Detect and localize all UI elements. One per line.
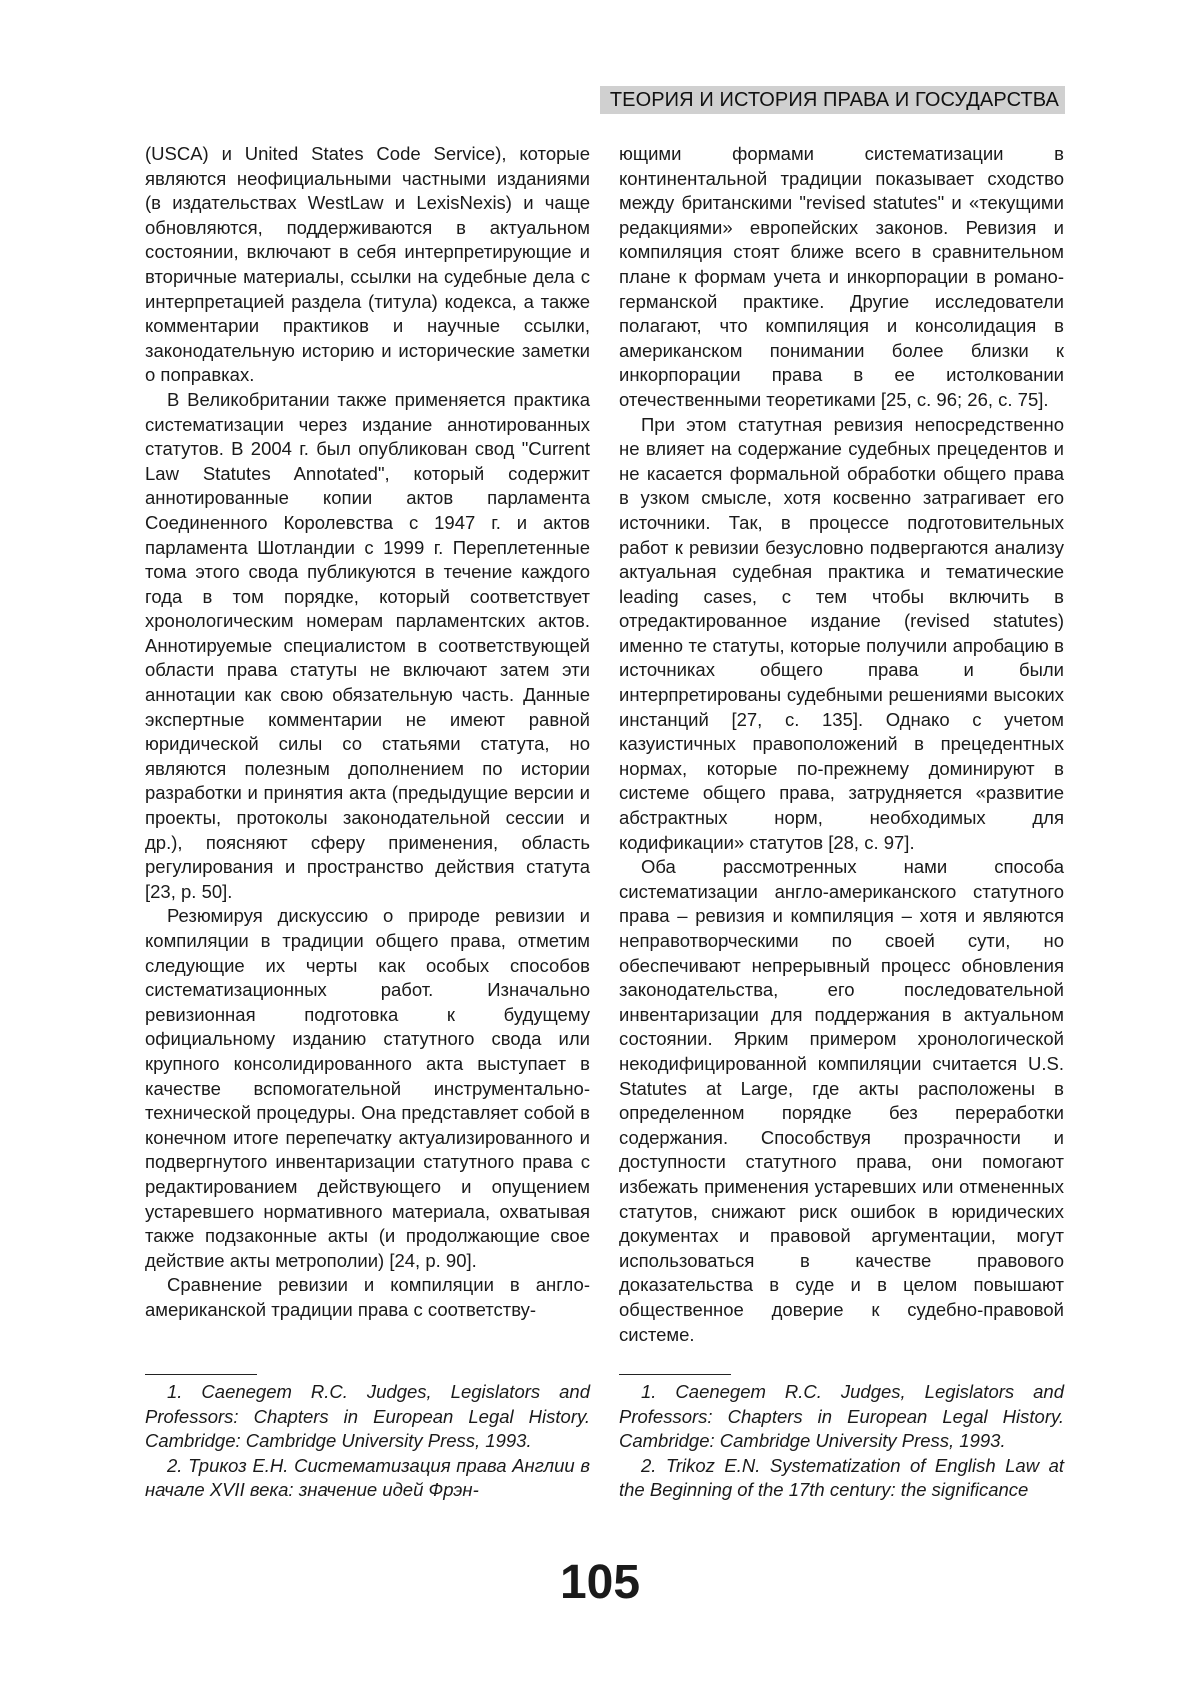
paragraph: В Великобритании также применяется практика систематизации через издание аннотированных статутов. В 2004 г. был опубликован свод "Current Law Statutes Annotated", который содержит аннотированные копии актов парламента Соединенного Королевства с 1947 г. и актов парламента Шотландии с 1999 г. Переплетенные тома этого свода публикуются в течение каждого года в том порядке, который соответствует хронологическим номерам парламентских актов. Аннотируемые специалистом в соответствующей области права статуты не включают затем эти аннотации как свою обязательную часть. Данные экспертные комментарии не имеют равной юридической силы со статьями статута, но являются полезным дополнением по истории разработки и принятия акта (предыдущие версии и проекты, протоколы законодательной сессии и др.), поясняют сферу применения, область регулирования и пространство действия статута [23, p. 50]. [145, 388, 590, 902]
footnote-divider [145, 1374, 257, 1375]
footnote: 1. Caenegem R.C. Judges, Legislators and Professors: Chapters in European Legal History. Cambridge: Cambridge University Press, 1993. [619, 1381, 1064, 1452]
paragraph: При этом статутная ревизия непосредственно не влияет на содержание судебных прецедентов и не касается формальной обработки общего права в узком смысле, хотя косвенно затрагивает его источники. Так, в процессе подготовительных работ к ревизии безусловно подвергаются анализу актуальная судебная практика и тематические leading cases, с тем чтобы включить в отредактированное издание (revised statutes) именно те статуты, которые получили апробацию в источниках общего права и были интерпретированы судебными решениями высоких инстанций [27, с. 135]. Однако с учетом казуистичных правоположений в прецедентных нормах, которые по-прежнему доминируют в системе общего права, затрудняется «развитие абстрактных норм, необходимых для кодификации» статутов [28, с. 97]. [619, 413, 1064, 853]
footnote: 2. Трикоз Е.Н. Систематизация права Англии в начале XVII века: значение идей Фрэн- [145, 1454, 590, 1501]
footnotes-russian [145, 1380, 590, 1503]
page-number: 105 [559, 1556, 641, 1609]
footnote: 2. Trikoz E.N. Systematization of English Law at the Beginning of the 17th century: the significance [619, 1454, 1064, 1501]
paragraph: Оба рассмотренных нами способа систематизации англо-американского статутного права – ревизия и компиляция – хотя и являются неправотворческими по своей сути, но обеспечивают непрерывный процесс обновления законодательства, его последовательной инвентаризации для поддержания в актуальном состоянии. Ярким примером хронологической некодифицированной компиляции считается U.S. Statutes at Large, где акты расположены в определенном порядке без переработки содержания. Способствуя прозрачности и доступности статутного права, они помогают избежать применения устаревших или отмененных статутов, снижают риск ошибок в юридических документах и правовой аргументации, могут использоваться в качестве правового доказательства в суде и в целом повышают общественное доверие к судебно-правовой системе. [619, 856, 1064, 1345]
footnote: 1. Caenegem R.C. Judges, Legislators and Professors: Chapters in European Legal History. Cambridge: Cambridge University Press, 1993. [145, 1381, 590, 1452]
paragraph: ющими формами систематизации в континентальной традиции показывает сходство между британскими "revised statutes" и «текущими редакциями» европейских законов. Ревизия и компиляция стоят ближе всего в сравнительном плане к формам учета и инкорпорации в романо-германской практике. Другие исследователи полагают, что компиляция и консолидация в американском понимании более близки к инкорпорации права в ее истолковании отечественными теоретиками [25, с. 96; 26, с. 75]. [619, 143, 1064, 410]
right-text-column [619, 142, 1064, 1347]
footnotes-english [619, 1380, 1064, 1503]
paragraph: Резюмируя дискуссию о природе ревизии и компиляции в традиции общего права, отметим следующие их черты как особых способов систематизационных работ. Изначально ревизионная подготовка к будущему официальному изданию статутного свода или крупного консолидированного акта выступает в качестве вспомогательной инструментально-технической процедуры. Она представляет собой в конечном итоге перепечатку актуализированного и подвергнутого инвентаризации статутного права с редактированием действующего и опущением устаревшего нормативного материала, охватывая также подзаконные акты (и продолжающие свое действие акты метрополии) [24, p. 90]. [145, 905, 590, 1271]
paragraph: Сравнение ревизии и компиляции в англо-американской традиции права с соответству- [145, 1274, 590, 1320]
paragraph: (USCA) и United States Code Service), которые являются неофициальными частными изданиями (в издательствах WestLaw и LexisNexis) и чаще обновляются, поддерживаются в актуальном состоянии, включают в себя интерпретирующие и вторичные материалы, ссылки на судебные дела с интерпретацией раздела (титула) кодекса, а также комментарии практиков и научные ссылки, законодательную историю и исторические заметки о поправках. [145, 143, 590, 386]
footnote-divider [619, 1374, 731, 1375]
left-text-column [145, 142, 590, 1323]
running-header: ТЕОРИЯ И ИСТОРИЯ ПРАВА И ГОСУДАРСТВА [600, 86, 1065, 114]
